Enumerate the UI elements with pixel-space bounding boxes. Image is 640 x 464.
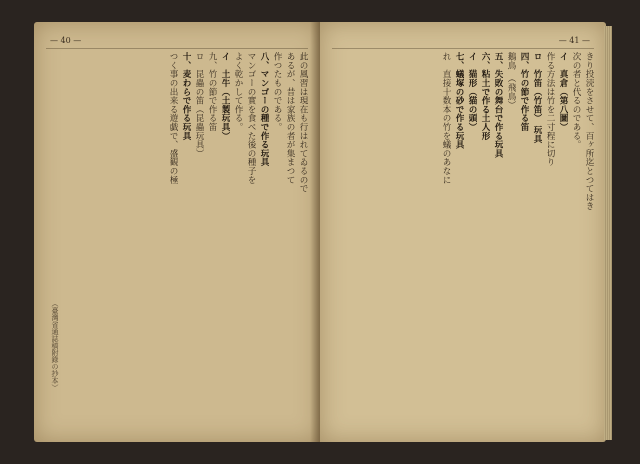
left-footnote: （臺灣省通誌稿附錄の抄本） [51, 300, 59, 391]
right-section-heading-5: 五、失敗の舞台で作る玩具 [493, 52, 503, 158]
left-page [34, 22, 320, 442]
right-col-2: 次の者と代るのである。 [571, 52, 581, 149]
left-col-1: 此の風習は現在も行はれてゐるので [298, 52, 308, 193]
right-col-12: れ 直接十数本の竹を蟻のあなに [441, 52, 451, 184]
left-col-9: ロ 昆蟲の笛（昆蟲玩具） [194, 52, 204, 158]
right-page [320, 22, 606, 442]
right-page-number: — 41 — [558, 36, 590, 45]
left-section-heading-10: 十、麦わらで作る玩具 [181, 52, 191, 140]
open-book [24, 14, 616, 454]
left-section-heading-8: 八、マンゴーの種で作る玩具 [259, 52, 269, 167]
left-col-11: つく事の出来る遊戯で、盛観の極 [168, 52, 178, 184]
left-col-2: あるが、昔は家族の者が集まつて [285, 52, 295, 184]
left-col-3: 作つたものである。 [272, 52, 282, 132]
left-page-text [46, 52, 308, 430]
left-col-8: 九、竹の節で作る笛 [207, 52, 217, 132]
right-section-heading-7: 七、蟻塚の砂で作る玩具 [454, 52, 464, 149]
right-subheading-i: イ 真倉（第八圖） [558, 52, 568, 132]
right-top-rule [332, 48, 594, 49]
left-col-5: マンゴーの實を食べた後の種子を [246, 52, 256, 184]
left-subheading-i: イ 土牛（土製玩具） [220, 52, 230, 140]
page-edges [604, 26, 612, 440]
right-section-heading-4: 四、竹の節で作る笛 [519, 52, 529, 132]
right-subheading-cat: イ 猫形（猫の頭） [467, 52, 477, 132]
left-col-6: よく乾かして作る。 [233, 52, 243, 132]
right-page-text [332, 52, 594, 430]
left-top-rule [46, 48, 308, 49]
right-section-heading-6: 六、粘土で作る土人形 [480, 52, 490, 140]
right-subheading-ro: ロ 竹笛（竹笛） 玩具 [532, 52, 542, 144]
left-page-number: — 40 — [50, 36, 82, 45]
right-col-7: 鵝鳥 （飛鳥） [506, 52, 516, 110]
right-col-4: 作る方法は竹を二寸程に切り [545, 52, 555, 167]
right-col-1: きり投涜をさせて、百ヶ所迄とつてはき [584, 52, 594, 211]
